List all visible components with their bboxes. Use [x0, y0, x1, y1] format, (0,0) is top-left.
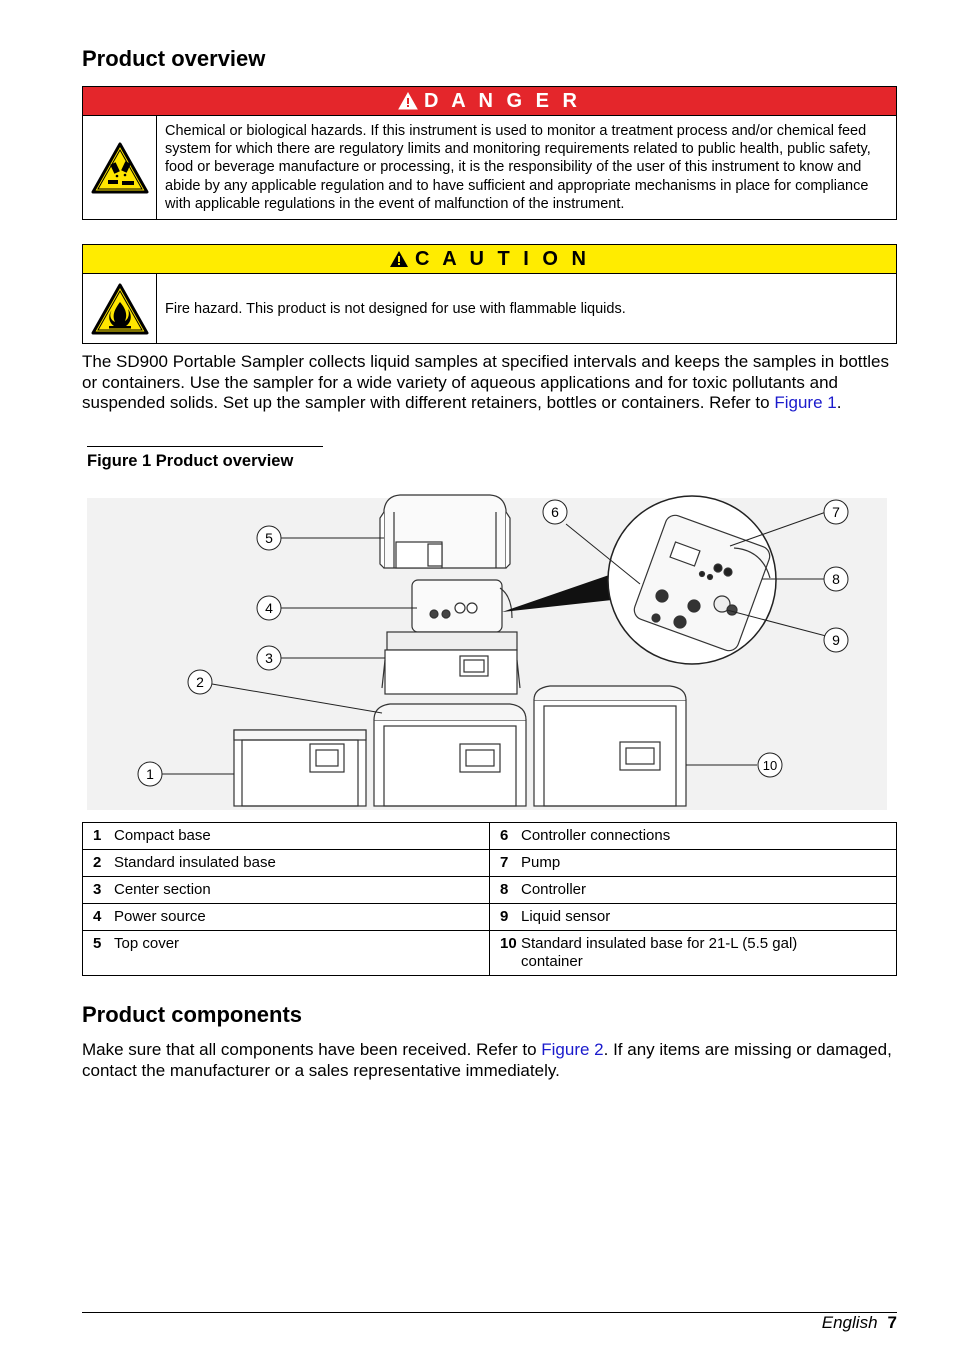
caution-header — [83, 245, 896, 274]
intro-text-end: . — [836, 393, 842, 412]
compact-base-drawing — [234, 730, 366, 806]
figure-1-link[interactable]: Figure 1 — [774, 393, 837, 412]
callout-10 — [758, 753, 782, 777]
danger-header — [83, 87, 896, 116]
svg-text:2: 2 — [196, 674, 204, 690]
callout-8 — [824, 567, 848, 591]
standard-base-drawing — [374, 704, 526, 806]
fire-hazard-icon — [90, 282, 150, 336]
svg-text:6: 6 — [551, 504, 559, 520]
svg-text:3: 3 — [265, 650, 273, 666]
product-overview-illustration — [82, 488, 897, 810]
caution-notice — [82, 244, 897, 344]
danger-text: Chemical or biological hazards. If this instrument is used to monitor a treatment process and/or chemical feed system for which there are regulatory limits and monitoring requirements related to public health, public safety, food or beverage manufacture or processing, it is the responsibility of the user of this instrument to know and abide by any applicable regulation and to have sufficient and appropriate mechanisms in place for compliance with applicable regulations in the event of malfunction of the instrument. — [165, 123, 871, 212]
components-text: Make sure that all components have been received. Refer to — [82, 1040, 542, 1059]
page-footer — [82, 1312, 897, 1332]
top-cover-drawing — [380, 495, 510, 568]
table-row: 4 Power source 9 Liquid sensor — [83, 904, 897, 931]
controller-detail-drawing — [608, 496, 776, 664]
svg-text:1: 1 — [146, 766, 154, 782]
warning-triangle-icon — [389, 250, 409, 268]
danger-notice — [82, 86, 897, 220]
intro-paragraph — [82, 352, 897, 414]
caution-text: Fire hazard. This product is not designed for use with flammable liquids. — [165, 300, 626, 317]
callout-4 — [257, 596, 281, 620]
chemical-hazard-icon — [90, 141, 150, 195]
intro-text: The SD900 Portable Sampler collects liquid samples at specified intervals and keeps the samples in bottles or containers. Use the sampler for a wide variety of aqueous applications and for toxic pollutants and suspended solids. Set up the sampler with different retainers, bottles or containers. Refer to — [82, 352, 889, 412]
callout-1 — [138, 762, 162, 786]
svg-text:5: 5 — [265, 530, 273, 546]
callout-3 — [257, 646, 281, 670]
page-number: 7 — [887, 1313, 897, 1332]
callout-2 — [188, 670, 212, 694]
components-text-end: . If any items are missing or damaged, contact the manufacturer or a sales representative immediately. — [82, 1040, 892, 1080]
warning-triangle-icon — [398, 92, 418, 110]
svg-text:8: 8 — [832, 571, 840, 587]
figure-caption: Figure 1 Product overview — [87, 446, 323, 471]
footer-language: English — [821, 1313, 878, 1332]
danger-label: D A N G E R — [424, 89, 581, 112]
large-base-drawing — [534, 686, 686, 806]
section-title-product-components: Product components — [82, 1002, 303, 1027]
callout-5 — [257, 526, 281, 550]
table-row: 1 Compact base 6 Controller connections — [83, 823, 897, 850]
svg-text:4: 4 — [265, 600, 273, 616]
callout-7 — [824, 500, 848, 524]
callout-6 — [543, 500, 567, 524]
section-title-product-overview: Product overview — [82, 46, 266, 71]
components-paragraph — [82, 1040, 897, 1081]
callout-9 — [824, 628, 848, 652]
table-row: 5 Top cover 10 Standard insulated base for 21-L (5.5 gal) container — [83, 931, 897, 976]
table-row: 2 Standard insulated base 7 Pump — [83, 850, 897, 877]
svg-text:9: 9 — [832, 632, 840, 648]
table-row: 3 Center section 8 Controller — [83, 877, 897, 904]
figure-2-link[interactable]: Figure 2 — [541, 1040, 604, 1059]
caution-label: C A U T I O N — [415, 247, 590, 270]
figure-legend-table — [82, 822, 897, 976]
svg-text:10: 10 — [762, 758, 778, 773]
svg-text:7: 7 — [832, 504, 840, 520]
